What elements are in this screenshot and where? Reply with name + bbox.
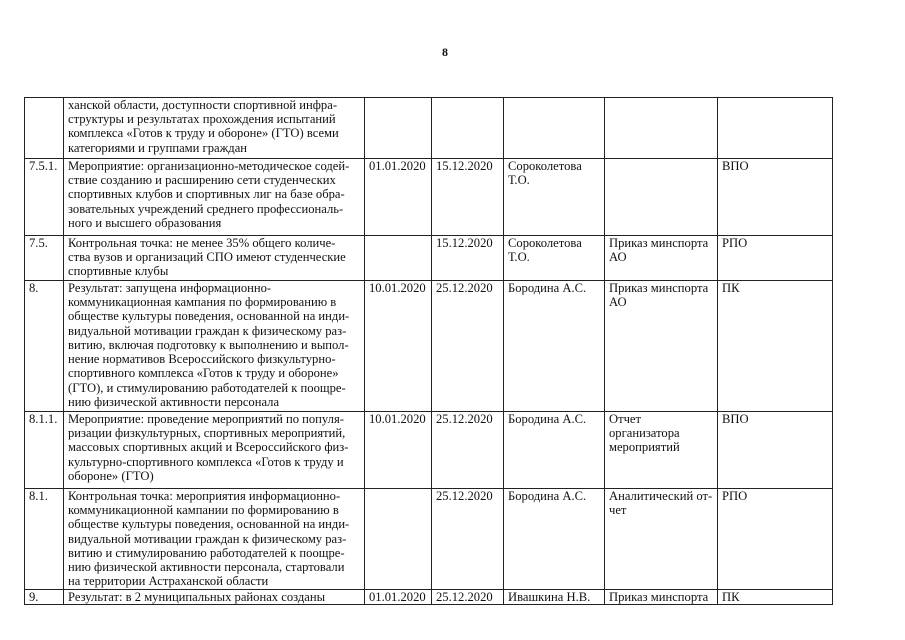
responsible-person: Сороколетова Т.О. [508,236,582,265]
responsible-person-cell [504,159,605,236]
start-date-cell [365,159,432,236]
row-number-cell [25,98,64,159]
row-number-cell [25,489,64,590]
row-number: 8.1. [29,489,48,503]
row-description: Результат: в 2 муниципальных районах созданы [68,589,326,604]
level-code: ПК [722,589,740,604]
level-code: РПО [722,236,748,250]
row-description: Контрольная точка: не менее 35% общего количе- ства вузов и организаций СПО имеют студенческие спортивные клубы [68,236,346,279]
document-type-cell [605,98,718,159]
row-number: 7.5. [29,236,48,250]
responsible-person-cell [504,236,605,281]
table-row [25,589,833,604]
start-date-cell [365,489,432,590]
end-date: 25.12.2020 [436,589,493,604]
responsible-person: Бородина А.С. [508,489,587,503]
table-row [25,489,833,590]
end-date-cell [432,159,504,236]
level-code: РПО [722,489,748,503]
document-type-cell [605,281,718,412]
row-description: ханской области, доступности спортивной инфра- структуры и результатах прохождения испытаний комплекса «Готов к труду и обороне» (ГТО) всеми категориями и группами граждан [68,98,339,155]
responsible-person: Бородина А.С. [508,412,587,426]
level-code-cell [718,489,833,590]
end-date-cell [432,236,504,281]
document-type-cell [605,412,718,489]
row-description-cell [64,489,365,590]
document-type: Аналитический от- чет [609,489,713,518]
table-row [25,98,833,159]
document-type-cell [605,159,718,236]
level-code: ВПО [722,412,749,426]
responsible-person: Бородина А.С. [508,281,587,295]
responsible-person: Ивашкина Н.В. [508,589,591,604]
row-description: Контрольная точка: мероприятия информационно- коммуникационной кампании по формированию в обществе культуры поведения, основанной на инди- видуальной мотивации граждан к физическому раз- витию и стимулированию работодателей к поощре- нию физической активности персонала, стартовали на территории Астраханской области [68,489,350,589]
responsible-person-cell [504,281,605,412]
start-date: 10.01.2020 [369,412,426,426]
table-row [25,281,833,412]
document-type-cell [605,236,718,281]
row-number: 8.1.1. [29,412,58,426]
row-number: 9. [29,589,39,604]
responsible-person-cell [504,489,605,590]
start-date-cell [365,98,432,159]
row-number-cell [25,412,64,489]
document-type: Отчет организатора мероприятий [609,412,680,455]
row-number-cell [25,159,64,236]
level-code: ВПО [722,159,749,173]
row-description-cell [64,159,365,236]
end-date-cell [432,412,504,489]
table-row [25,236,833,281]
table-row [25,159,833,236]
document-type: Приказ минспорта [609,589,709,604]
start-date: 10.01.2020 [369,281,426,295]
row-description-cell [64,281,365,412]
end-date: 25.12.2020 [436,281,493,295]
row-description-cell [64,412,365,489]
row-number-cell [25,281,64,412]
document-type: Приказ минспорта АО [609,236,709,265]
level-code: ПК [722,281,740,295]
start-date: 01.01.2020 [369,159,426,173]
end-date-cell [432,281,504,412]
row-description: Мероприятие: организационно-методическое содей- ствие созданию и расширению сети студенческих спортивных клубов и спортивных лиг на базе обра- зовательных учреждений среднего профессиональ- ного и высшего образования [68,159,350,230]
row-description-cell [64,589,365,604]
row-number: 7.5.1. [29,159,58,173]
start-date: 01.01.2020 [369,589,426,604]
start-date-cell [365,589,432,604]
row-description: Мероприятие: проведение мероприятий по популя- ризации физкультурных, спортивных мероприятий, массовых спортивных акций и Всероссийского физ- культурно-спортивного комплекса «Готов к труду и обороне» (ГТО) [68,412,349,483]
row-number: 8. [29,281,39,295]
level-code-cell [718,159,833,236]
end-date-cell [432,489,504,590]
row-number-cell [25,589,64,604]
document-type-cell [605,589,718,604]
row-description: Результат: запущена информационно- коммуникационная кампания по формированию в обществе культуры поведения, основанной на инди- видуальной мотивации граждан к физическому раз- витию, включая подготовку к выполнению и выпол- нение нормативов Всероссийского физкультурно- спортивного комплекса «Готов к труду и обороне» (ГТО), и стимулированию работодателей к поощре- нию физической активности персонала [68,281,350,409]
level-code-cell [718,281,833,412]
end-date: 25.12.2020 [436,489,493,503]
responsible-person: Сороколетова Т.О. [508,159,582,188]
document-type: Приказ минспорта АО [609,281,709,310]
level-code-cell [718,412,833,489]
row-description-cell [64,98,365,159]
level-code-cell [718,98,833,159]
level-code-cell [718,589,833,604]
start-date-cell [365,236,432,281]
end-date-cell [432,589,504,604]
end-date: 15.12.2020 [436,159,493,173]
start-date-cell [365,281,432,412]
row-number-cell [25,236,64,281]
end-date: 25.12.2020 [436,412,493,426]
end-date: 15.12.2020 [436,236,493,250]
level-code-cell [718,236,833,281]
table-row [25,412,833,489]
row-description-cell [64,236,365,281]
responsible-person-cell [504,98,605,159]
document-type-cell [605,489,718,590]
plan-table [24,97,833,605]
responsible-person-cell [504,412,605,489]
responsible-person-cell [504,589,605,604]
page-number: 8 [442,45,448,59]
start-date-cell [365,412,432,489]
end-date-cell [432,98,504,159]
